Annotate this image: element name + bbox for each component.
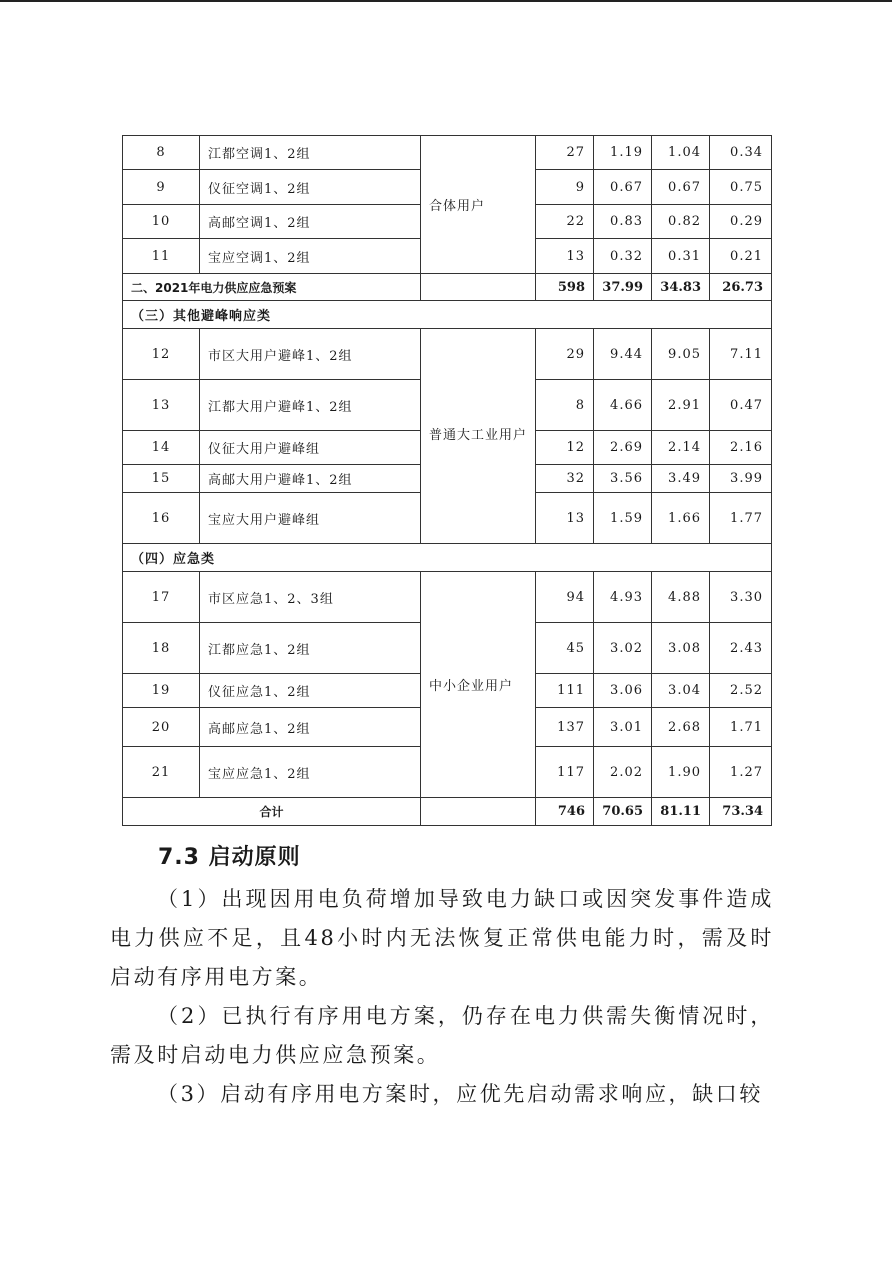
row-number: 12 (123, 329, 200, 380)
value-2: 1.04 (652, 136, 710, 170)
value-2: 0.67 (652, 170, 710, 205)
subtotal-value-1: 37.99 (594, 274, 652, 301)
group-name: 高邮大用户避峰1、2组 (200, 465, 421, 493)
empty-cell (421, 274, 536, 301)
value-3: 0.29 (710, 205, 772, 239)
value-1: 2.02 (594, 747, 652, 798)
row-number: 17 (123, 572, 200, 623)
value-1: 2.69 (594, 431, 652, 465)
row-number: 11 (123, 239, 200, 274)
user-count: 45 (536, 623, 594, 674)
value-1: 3.06 (594, 674, 652, 708)
section-title: （四）应急类 (123, 544, 772, 572)
value-3: 0.21 (710, 239, 772, 274)
subtotal-label: 二、2021年电力供应应急预案 (123, 274, 421, 301)
row-number: 8 (123, 136, 200, 170)
total-label: 合计 (123, 798, 421, 826)
value-2: 2.68 (652, 708, 710, 747)
total-count: 746 (536, 798, 594, 826)
total-row (123, 798, 772, 826)
row-number: 19 (123, 674, 200, 708)
section-title: （三）其他避峰响应类 (123, 301, 772, 329)
value-3: 3.30 (710, 572, 772, 623)
group-name: 高邮空调1、2组 (200, 205, 421, 239)
user-count: 27 (536, 136, 594, 170)
value-3: 2.52 (710, 674, 772, 708)
value-1: 3.01 (594, 708, 652, 747)
value-2: 4.88 (652, 572, 710, 623)
section-row (123, 301, 772, 329)
row-number: 18 (123, 623, 200, 674)
user-count: 22 (536, 205, 594, 239)
row-number: 10 (123, 205, 200, 239)
group-name: 宝应空调1、2组 (200, 239, 421, 274)
value-3: 0.47 (710, 380, 772, 431)
value-2: 9.05 (652, 329, 710, 380)
group-name: 江都大用户避峰1、2组 (200, 380, 421, 431)
user-count: 94 (536, 572, 594, 623)
section-heading: 7.3 启动原则 (158, 845, 301, 870)
row-number: 9 (123, 170, 200, 205)
row-number: 21 (123, 747, 200, 798)
value-3: 0.34 (710, 136, 772, 170)
value-1: 3.02 (594, 623, 652, 674)
user-type: 普通大工业用户 (421, 329, 536, 544)
user-count: 32 (536, 465, 594, 493)
user-count: 9 (536, 170, 594, 205)
group-name: 市区应急1、2、3组 (200, 572, 421, 623)
subtotal-value-3: 26.73 (710, 274, 772, 301)
group-name: 江都应急1、2组 (200, 623, 421, 674)
row-number: 16 (123, 493, 200, 544)
user-count: 13 (536, 493, 594, 544)
top-border-line (0, 0, 892, 2)
value-3: 2.43 (710, 623, 772, 674)
row-number: 20 (123, 708, 200, 747)
value-3: 0.75 (710, 170, 772, 205)
total-value-1: 70.65 (594, 798, 652, 826)
value-3: 1.77 (710, 493, 772, 544)
value-1: 3.56 (594, 465, 652, 493)
body-text (110, 880, 774, 1114)
paragraph: （1）出现因用电负荷增加导致电力缺口或因突发事件造成电力供应不足，且48小时内无法恢复正常供电能力时，需及时启动有序用电方案。 (110, 887, 774, 989)
total-value-2: 81.11 (652, 798, 710, 826)
value-3: 1.27 (710, 747, 772, 798)
group-name: 宝应应急1、2组 (200, 747, 421, 798)
subtotal-count: 598 (536, 274, 594, 301)
row-number: 14 (123, 431, 200, 465)
table-row (123, 136, 772, 170)
subtotal-row (123, 274, 772, 301)
user-count: 8 (536, 380, 594, 431)
paragraph: （3）启动有序用电方案时，应优先启动需求响应，缺口较 (157, 1082, 763, 1106)
value-2: 2.91 (652, 380, 710, 431)
value-1: 0.83 (594, 205, 652, 239)
value-3: 7.11 (710, 329, 772, 380)
user-count: 29 (536, 329, 594, 380)
empty-cell (421, 798, 536, 826)
total-value-3: 73.34 (710, 798, 772, 826)
group-name: 仪征空调1、2组 (200, 170, 421, 205)
group-name: 高邮应急1、2组 (200, 708, 421, 747)
value-1: 4.93 (594, 572, 652, 623)
value-2: 3.08 (652, 623, 710, 674)
value-1: 4.66 (594, 380, 652, 431)
value-1: 9.44 (594, 329, 652, 380)
subtotal-value-2: 34.83 (652, 274, 710, 301)
section-row (123, 544, 772, 572)
user-count: 111 (536, 674, 594, 708)
load-shedding-table (122, 135, 772, 826)
value-2: 2.14 (652, 431, 710, 465)
user-count: 137 (536, 708, 594, 747)
group-name: 宝应大用户避峰组 (200, 493, 421, 544)
paragraph: （2）已执行有序用电方案，仍存在电力供需失衡情况时，需及时启动电力供应应急预案。 (110, 1004, 774, 1067)
value-1: 0.67 (594, 170, 652, 205)
user-type: 中小企业用户 (421, 572, 536, 798)
value-1: 0.32 (594, 239, 652, 274)
value-2: 0.31 (652, 239, 710, 274)
user-count: 117 (536, 747, 594, 798)
user-type: 合体用户 (421, 136, 536, 274)
row-number: 13 (123, 380, 200, 431)
value-3: 1.71 (710, 708, 772, 747)
value-2: 1.66 (652, 493, 710, 544)
value-1: 1.59 (594, 493, 652, 544)
value-2: 1.90 (652, 747, 710, 798)
group-name: 仪征大用户避峰组 (200, 431, 421, 465)
value-1: 1.19 (594, 136, 652, 170)
value-3: 2.16 (710, 431, 772, 465)
group-name: 市区大用户避峰1、2组 (200, 329, 421, 380)
table-row (123, 329, 772, 380)
user-count: 13 (536, 239, 594, 274)
group-name: 江都空调1、2组 (200, 136, 421, 170)
value-2: 3.49 (652, 465, 710, 493)
value-2: 3.04 (652, 674, 710, 708)
user-count: 12 (536, 431, 594, 465)
value-3: 3.99 (710, 465, 772, 493)
row-number: 15 (123, 465, 200, 493)
value-2: 0.82 (652, 205, 710, 239)
group-name: 仪征应急1、2组 (200, 674, 421, 708)
table-row (123, 572, 772, 623)
